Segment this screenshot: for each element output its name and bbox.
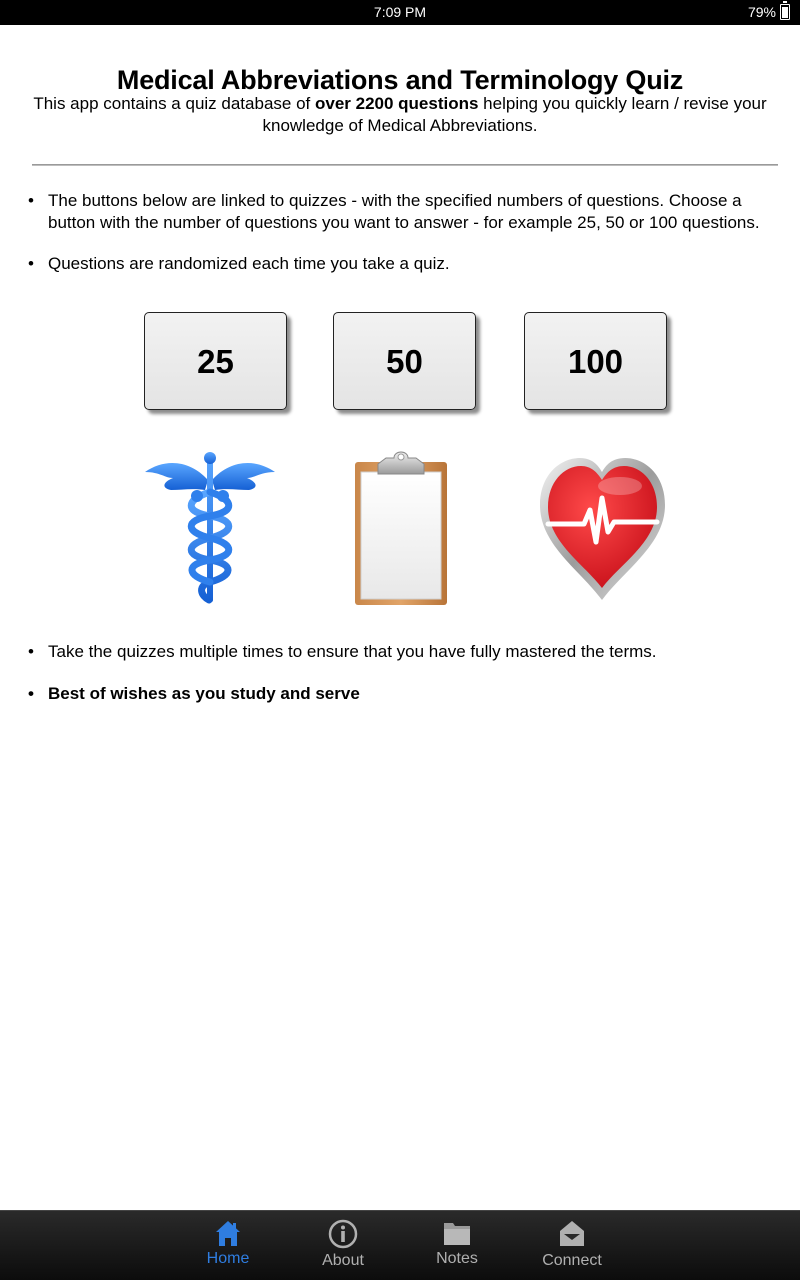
- intro-bold: over 2200 questions: [314, 94, 479, 113]
- list-item: [28, 253, 768, 275]
- bullet-dot: •: [28, 642, 34, 661]
- home-icon: [215, 1219, 241, 1247]
- intro-suffix: helping you quickly learn / revise your knowledge of Medical Abbreviations.: [262, 94, 767, 135]
- tab-label: Notes: [436, 1250, 478, 1267]
- main-content: [0, 25, 800, 1210]
- bullet-text: Take the quizzes multiple times to ensure that you have fully mastered the terms.: [48, 642, 657, 661]
- list-item: [28, 190, 768, 234]
- divider: [32, 164, 778, 166]
- bullet-dot: •: [28, 254, 34, 273]
- tab-connect[interactable]: [522, 1211, 622, 1281]
- tab-label: About: [322, 1252, 364, 1269]
- connect-icon: [557, 1219, 587, 1249]
- status-time: 7:09 PM: [373, 4, 427, 20]
- bullet-dot: •: [28, 191, 34, 210]
- intro-prefix: This app contains a quiz database of: [33, 94, 315, 113]
- list-item: [28, 683, 768, 705]
- bullet-text: The buttons below are linked to quizzes - with the specified numbers of questions. Choose a button with the number of questions you want to answer - for example 25, 50 or 100 questions.: [48, 191, 760, 232]
- intro-text: [30, 93, 770, 137]
- tab-home[interactable]: [178, 1211, 278, 1281]
- bullet-text: Best of wishes as you study and serve: [48, 684, 360, 703]
- quiz-50-button[interactable]: 50: [333, 312, 476, 410]
- battery-percent: 79%: [747, 4, 776, 20]
- status-bar: [0, 0, 800, 25]
- bullet-text: Questions are randomized each time you take a quiz.: [48, 254, 450, 273]
- folder-icon: [442, 1219, 472, 1247]
- list-item: [28, 641, 768, 663]
- tab-label: Home: [206, 1250, 250, 1267]
- tab-label: Connect: [542, 1252, 602, 1269]
- page-title: Medical Abbreviations and Terminology Quiz: [116, 65, 684, 95]
- caduceus-icon: [145, 450, 275, 605]
- quiz-100-button[interactable]: 100: [524, 312, 667, 410]
- status-battery: [748, 4, 790, 20]
- quiz-25-button[interactable]: 25: [144, 312, 287, 410]
- tab-notes[interactable]: [407, 1211, 507, 1281]
- clipboard-icon: [350, 450, 452, 607]
- bullet-dot: •: [28, 684, 34, 703]
- tab-about[interactable]: [293, 1211, 393, 1281]
- battery-icon: [780, 4, 790, 20]
- info-icon: [328, 1219, 358, 1249]
- heart-ecg-icon: [540, 450, 665, 605]
- tab-bar: [0, 1210, 800, 1280]
